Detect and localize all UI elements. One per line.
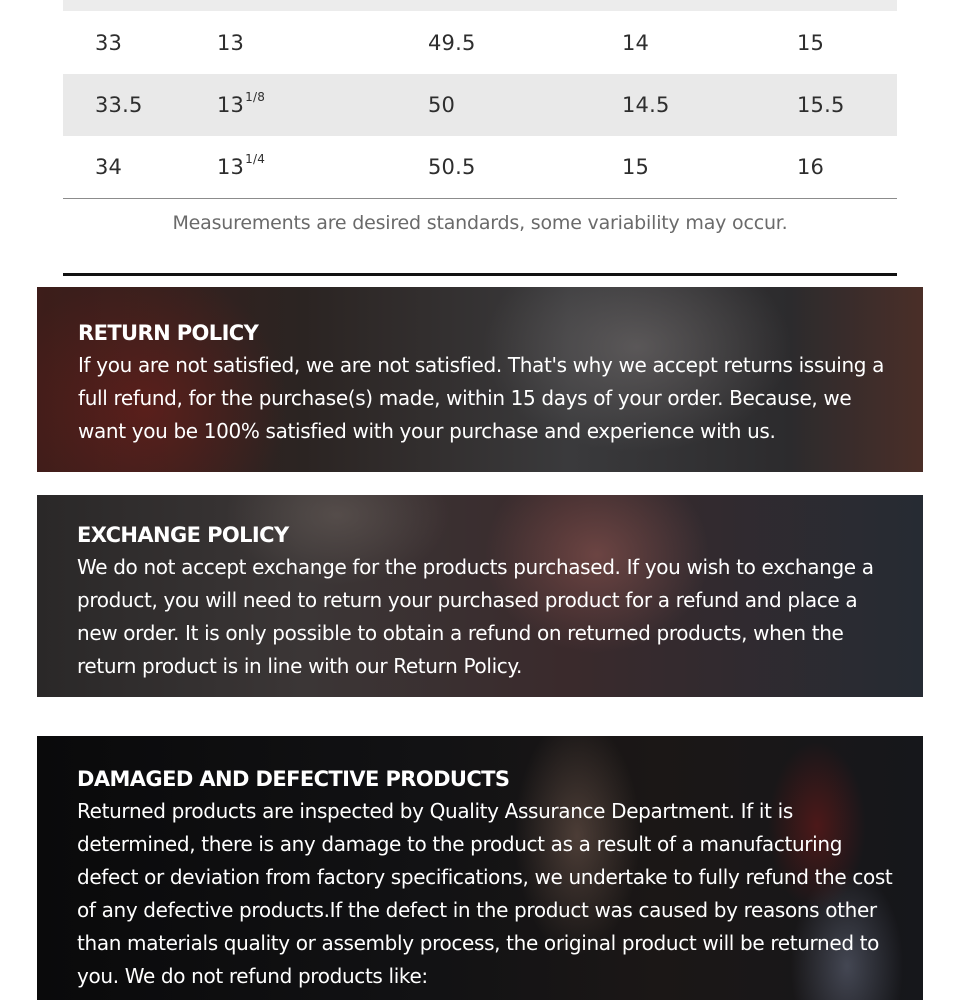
fraction-superscript: 1/8	[245, 90, 266, 104]
measurement-note: Measurements are desired standards, some variability may occur.	[172, 212, 788, 234]
table-cell: 15	[622, 155, 650, 179]
damaged-products-title: DAMAGED AND DEFECTIVE PRODUCTS	[77, 767, 510, 791]
table-cell: 15	[797, 30, 825, 55]
table-row	[63, 136, 897, 199]
section-divider	[63, 273, 897, 276]
table-cell: 49.5	[428, 30, 476, 55]
table-cell: 33.5	[95, 93, 143, 117]
fraction-superscript: 1/4	[245, 152, 266, 166]
damaged-products-text: Returned products are inspected by Quality Assurance Department. If it is determined, there is any damage to the product as a result of a manufacturing defect or deviation from factory specifications, we undertake to fully refund the cost of any defective products.If the defect in the product was caused by reasons other than materials quality or assembly process, the original product will be returned to you. We do not refund products like:	[77, 799, 893, 988]
table-cell: 33	[95, 30, 123, 55]
table-cell: 14	[622, 30, 650, 55]
size-chart-table	[63, 0, 897, 199]
exchange-policy-panel	[37, 495, 923, 697]
table-cell: 50	[428, 93, 456, 117]
exchange-policy-title: EXCHANGE POLICY	[77, 523, 289, 547]
table-cell: 50.5	[428, 155, 476, 179]
damaged-products-panel	[37, 736, 923, 1000]
table-cell: 13 1/8	[217, 90, 266, 117]
table-cell: 13 1/4	[217, 152, 266, 179]
return-policy-title: RETURN POLICY	[78, 321, 259, 345]
return-policy-panel	[37, 287, 923, 472]
table-cell: 34	[95, 155, 123, 179]
table-row	[63, 74, 897, 136]
table-cell: 16	[797, 155, 825, 179]
table-row	[63, 11, 897, 74]
table-cell: 15.5	[797, 93, 845, 117]
table-cell: 13	[217, 30, 245, 55]
exchange-policy-text: We do not accept exchange for the products purchased. If you wish to exchange a product, you will need to return your purchased product for a refund and place a new order. It is only possible to obtain a refund on returned products, when the return product is in line with our Return Policy.	[77, 555, 874, 678]
return-policy-text: If you are not satisfied, we are not satisfied. That's why we accept returns issuing a full refund, for the purchase(s) made, within 15 days of your order. Because, we want you be 100% satisfied with your purchase and experience with us.	[78, 353, 885, 443]
table-cell: 14.5	[622, 93, 670, 117]
table-header-remnant	[63, 0, 897, 11]
